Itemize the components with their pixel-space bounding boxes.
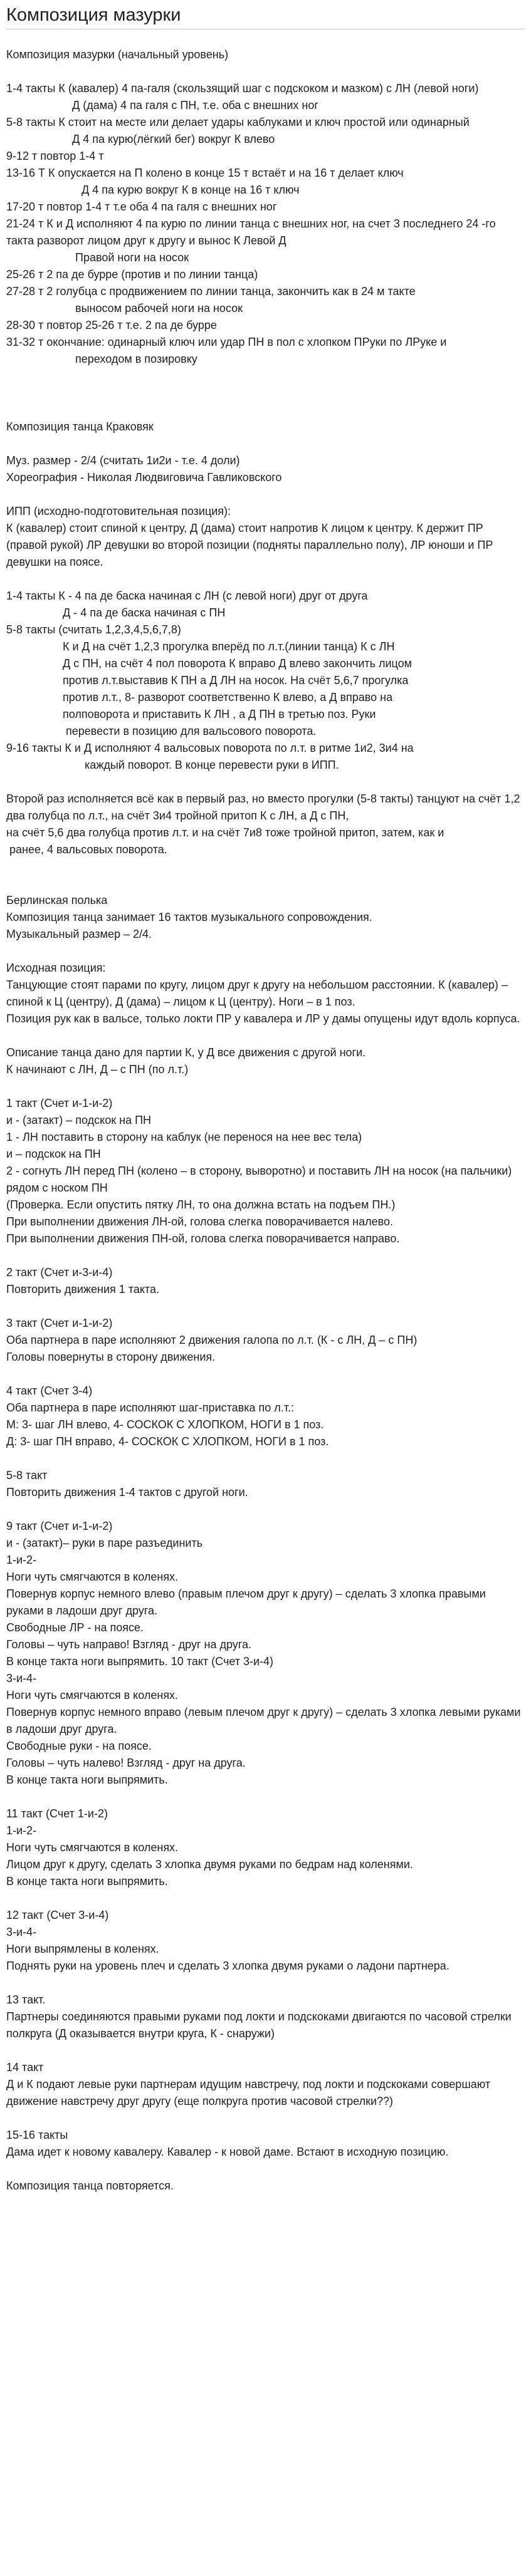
text-line: При выполнении движения ПН-ой, голова слегка поворачивается направо. [6, 1232, 400, 1245]
text-line: (Проверка. Если опустить пятку ЛН, то она должна встать на подъем ПН.) [6, 1198, 396, 1211]
blank-line [6, 1501, 525, 1518]
text-line: Описание танца дано для партии К, у Д все движения с другой ноги. [6, 1046, 366, 1059]
text-line: Свободные ЛР - на поясе. [6, 1621, 144, 1634]
text-line: Хореография - Николая Людвиговича Гавликовского [6, 471, 282, 484]
text-line: Д - 4 па де баска начиная с ПН [6, 606, 226, 619]
text-line: 1 такт (Счет и-1-и-2) [6, 1097, 113, 1109]
text-line: Исходная позиция: [6, 962, 106, 974]
blank-line [6, 943, 525, 960]
text-line: При выполнении движения ЛН-ой, голова слегка поворачивается налево. [6, 1215, 393, 1228]
text-line: 25-26 т 2 па де бурре (против и по линии танца) [6, 268, 258, 281]
blank-line [6, 1078, 525, 1095]
text-line: 14 такт [6, 2061, 44, 2074]
text-line: Свободные руки - на поясе. [6, 1740, 152, 1752]
text-line: Композиция танца занимает 16 тактов музыкального сопровождения. [6, 911, 372, 923]
blank-line [6, 1247, 525, 1264]
section-spacer [6, 368, 525, 418]
text-line: 13-16 Т К опускается на П колено в конце 15 т встаёт и на 16 т делает ключ [6, 167, 404, 179]
text-line: Ноги чуть смягчаются в коленях. [6, 1689, 179, 1701]
text-line: Д 4 па курю вокруг К в конце на 16 т ключ [6, 184, 300, 196]
document-body [6, 29, 525, 2194]
section-spacer [6, 875, 525, 892]
blank-line [6, 2110, 525, 2127]
text-line: ранее, 4 вальсовых поворота. [6, 843, 167, 856]
text-line: Повернув корпус немного вправо (левым плечом друг к другу) – сделать 3 хлопка левыми руками в ладоши друг друга. [6, 1706, 524, 1735]
text-line: Партнеры соединяются правыми руками под локти и подскоками двигаются по часовой стрелки полкруга (Д оказывается внутри круга, К - снаружи) [6, 2010, 515, 2040]
text-line: Д с ПН, на счёт 4 пол поворота К вправо Д влево закончить лицом [6, 657, 413, 670]
text-line: Д: 3- шаг ПН вправо, 4- СОСКОК С ХЛОПКОМ, НОГИ в 1 поз. [6, 1435, 329, 1448]
text-line: К начинают с ЛН, Д – с ПН (по л.т.) [6, 1063, 189, 1076]
text-line: перевести в позицию для вальсового поворота. [6, 725, 317, 737]
section-berlin-polka [6, 892, 525, 2194]
text-line: полповорота и приставить К ЛН , а Д ПН в третью поз. Руки [6, 708, 376, 720]
text-line: каждый поворот. В конце перевести руки в ИПП. [6, 759, 339, 771]
text-line: Ноги чуть смягчаются в коленях. [6, 1841, 179, 1854]
text-line: 9-12 т повтор 1-4 т [6, 150, 104, 162]
text-line: Повернув корпус немного влево (правым плечом друг к другу) – сделать 3 хлопка правыми руками в ладоши друг друга. [6, 1587, 489, 1617]
text-line: Головы – чуть направо! Взгляд - друг на друга. [6, 1638, 251, 1651]
text-line: Головы повернуты в сторону движения. [6, 1351, 216, 1363]
text-line: Повторить движения 1-4 тактов с другой ноги. [6, 1486, 248, 1498]
text-line: Танцующие стоят парами по кругу, лицом друг к другу на небольшом расстоянии. К (кавалер) – спиной к Ц (центру), Д (дама) – лицом к Ц (центру). Ноги – в 1 поз. [6, 979, 511, 1008]
text-line: 2 такт (Счет и-3-и-4) [6, 1266, 113, 1279]
text-line: Композиция танца Краковяк [6, 420, 154, 433]
blank-line [6, 1789, 525, 1805]
text-line: Позиция рук как в вальсе, только локти ПР у кавалера и ЛР у дамы опущены идут вдоль корпуса. [6, 1012, 520, 1025]
text-line: и - (затакт) – подскок на ПН [6, 1114, 152, 1126]
text-line: 4 такт (Счет 3-4) [6, 1384, 93, 1397]
text-line: 1-4 такты К - 4 па де баска начиная с ЛН (с левой ноги) друг от друга [6, 589, 368, 602]
text-line: Головы – чуть налево! Взгляд - друг на друга. [6, 1757, 246, 1769]
text-line: 9 такт (Счет и-1-и-2) [6, 1520, 113, 1532]
text-line: против л.т., 8- разворот соответственно К влево, а Д вправо на [6, 691, 393, 704]
blank-line [6, 1450, 525, 1467]
text-line: ИПП (исходно-подготовительная позиция): [6, 505, 231, 517]
text-line: Д и К подают левые руки партнерам идущим навстречу, под локти и подскоками совершают движение навстречу друг другу (еще полкруга против часовой стрелки??) [6, 2078, 494, 2107]
text-line: 17-20 т повтор 1-4 т т.е оба 4 па галя с внешних ног [6, 200, 277, 213]
text-line: 1 - ЛН поставить в сторону на каблук (не перенося на нее вес тела) [6, 1131, 362, 1143]
section-mazurka [6, 46, 525, 368]
text-line: Оба партнера в паре исполняют 2 движения галопа по л.т. (К - с ЛН, Д – с ПН) [6, 1334, 418, 1346]
text-line: и – подскок на ПН [6, 1148, 101, 1160]
text-line: и - (затакт)– руки в паре разъединить [6, 1537, 203, 1549]
text-line: Муз. размер - 2/4 (считать 1и2и - т.е. 4 доли) [6, 454, 240, 467]
text-line: Повторить движения 1 такта. [6, 1283, 159, 1296]
blank-line [6, 1027, 525, 1044]
text-line: В конце такта ноги выпрямить. 10 такт (Счет 3-и-4) [6, 1655, 274, 1668]
text-line: 1-и-2- [6, 1554, 37, 1566]
text-line: 3-и-4- [6, 1672, 37, 1685]
blank-line [6, 1298, 525, 1315]
text-line: Правой ноги на носок [6, 251, 189, 264]
text-line: В конце такта ноги выпрямить. [6, 1875, 168, 1888]
blank-line [6, 486, 525, 503]
text-line: Композиция мазурки (начальный уровень) [6, 48, 229, 61]
text-line: Д 4 па курю(лёгкий бег) вокруг К влево [6, 133, 275, 145]
blank-line [6, 435, 525, 452]
text-line: 3 такт (Счет и-1-и-2) [6, 1317, 113, 1329]
text-line: 12 такт (Счет 3-и-4) [6, 1909, 109, 1921]
text-line: 1-и-2- [6, 1824, 37, 1837]
text-line: 5-8 такты (считать 1,2,3,4,5,6,7,8) [6, 623, 181, 636]
text-line: переходом в позировку [6, 353, 197, 365]
text-line: Ноги выпрямлены в коленях. [6, 1943, 159, 1955]
text-line: 11 такт (Счет 1-и-2) [6, 1807, 108, 1820]
blank-line [6, 571, 525, 588]
text-line: 5-8 такт [6, 1469, 48, 1482]
text-line: против л.т.выставив К ПН а Д ЛН на носок. На счёт 5,6,7 прогулка [6, 674, 409, 687]
text-line: М: 3- шаг ЛН влево, 4- СОСКОК С ХЛОПКОМ, НОГИ в 1 поз. [6, 1418, 324, 1431]
text-line: 27-28 т 2 голубца с продвижением по линии танца, закончить как в 24 м такте [6, 285, 416, 298]
blank-line [6, 2161, 525, 2178]
text-line: К (кавалер) стоит спиной к центру, Д (дама) стоит напротив К лицом к центру. К держит ПР (правой рукой) ЛР девушки во второй позиции (подняты параллельно полу), ЛР юноши и ПР девушки на поясе. [6, 522, 497, 568]
text-line: 3-и-4- [6, 1926, 37, 1938]
text-line: В конце такта ноги выпрямить. [6, 1774, 168, 1786]
text-line: Ноги чуть смягчаются в коленях. [6, 1571, 179, 1583]
text-line: 5-8 такты К стоит на месте или делает удары каблуками и ключ простой или одинарный [6, 116, 470, 128]
text-line: 13 такт. [6, 1993, 46, 2006]
text-line: выносом рабочей ноги на носок [6, 302, 243, 314]
text-line: Поднять руки на уровень плеч и сделать 3 хлопка двумя руками о ладони партнера. [6, 1960, 450, 1972]
text-line: Второй раз исполняется всё как в первый раз, но вместо прогулки (5-8 такты) танцуют на счёт 1,2 два голубца по л.т., на счёт 3и4 тройной притоп К с ЛН, а Д с ПН, [6, 792, 523, 822]
blank-line [6, 2042, 525, 2059]
text-line: Д (дама) 4 па галя с ПН, т.е. оба с внешних ног [6, 99, 318, 112]
text-line: 15-16 такты [6, 2129, 68, 2141]
text-line: 28-30 т повтор 25-26 т т.е. 2 па де бурре [6, 319, 217, 331]
text-line: 2 - согнуть ЛН перед ПН (колено – в сторону, выворотно) и поставить ЛН на носок (на пальчики) рядом с носком ПН [6, 1165, 515, 1194]
text-line: 9-16 такты К и Д исполняют 4 вальсовых поворота по л.т. в ритме 1и2, 3и4 на [6, 742, 414, 754]
blank-line [6, 1366, 525, 1383]
text-line: 31-32 т окончание: одинарный ключ или удар ПН в пол с хлопком ПРуки по ЛРуке и [6, 336, 447, 348]
text-line: Оба партнера в паре исполняют шаг-приставка по л.т.: [6, 1401, 295, 1414]
section-krakowiak [6, 418, 525, 858]
blank-line [6, 63, 525, 80]
blank-line [6, 774, 525, 791]
text-line: К и Д на счёт 1,2,3 прогулка вперёд по л.т.(линии танца) К с ЛН [6, 640, 395, 653]
text-line: 21-24 т К и Д исполняют 4 па курю по линии танца с внешних ног, на счет 3 последнего 24 -го такта разворот лицом друг к другу и вынос К Левой Д [6, 217, 499, 247]
text-line: Музыкальный размер – 2/4. [6, 928, 152, 940]
text-line: Берлинская полька [6, 894, 108, 906]
page-title: Композиция мазурки [6, 0, 525, 29]
blank-line [6, 1975, 525, 1992]
text-line: Лицом друг к другу, сделать 3 хлопка двумя руками по бедрам над коленями. [6, 1858, 413, 1871]
text-line: 1-4 такты К (кавалер) 4 па-галя (скользящий шаг с подскоком и мазком) с ЛН (левой ноги) [6, 82, 479, 95]
text-line: Дама идет к новому кавалеру. Кавалер - к новой даме. Встают в исходную позицию. [6, 2146, 449, 2158]
section-spacer [6, 858, 525, 875]
text-line: на счёт 5,6 два голубца против л.т. и на счёт 7и8 тоже тройной притоп, затем, как и [6, 826, 444, 839]
blank-line [6, 1890, 525, 1907]
text-line: Композиция танца повторяется. [6, 2179, 174, 2192]
